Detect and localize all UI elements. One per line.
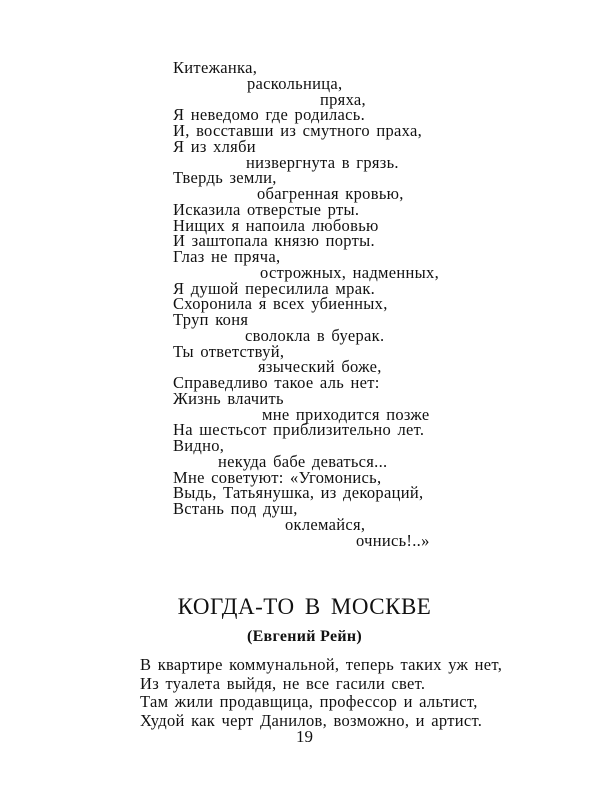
poem-line: Выдь, Татьянушка, из декораций, bbox=[173, 483, 424, 503]
poem-line: Худой как черт Данилов, возможно, и артист. bbox=[140, 710, 483, 730]
poem-line: Из туалета выйдя, не все гасили свет. bbox=[140, 673, 426, 693]
poem-line: языческий боже, bbox=[258, 357, 382, 377]
poem-line: Я неведомо где родилась. bbox=[173, 105, 366, 125]
poem-line: Видно, bbox=[173, 436, 225, 455]
poem-line: Нищих я напоила любовью bbox=[173, 215, 379, 235]
poem-line: Исказила отверстые рты. bbox=[173, 199, 360, 219]
poem-line: пряха, bbox=[320, 89, 366, 109]
poem-line: Схоронила я всех убиенных, bbox=[173, 294, 388, 314]
poem-author: (Евгений Рейн) bbox=[246, 628, 363, 645]
poem-line: некуда бабе деваться... bbox=[218, 451, 388, 471]
poem-line: Труп коня bbox=[173, 310, 249, 329]
poem-line: обагренная кровью, bbox=[257, 184, 404, 203]
poem-line: В квартире коммунальной, теперь таких уж нет, bbox=[140, 655, 503, 674]
poem-line: мне приходится позже bbox=[262, 404, 430, 424]
poem-line: низвергнута в грязь. bbox=[246, 152, 399, 172]
poem-line: Китежанка, bbox=[173, 58, 258, 77]
poem-line: Жизнь влачить bbox=[173, 388, 284, 408]
poem-line: Я из хляби bbox=[173, 136, 256, 156]
poem-line: раскольница, bbox=[247, 73, 343, 93]
poem-line: Ты ответствуй, bbox=[173, 341, 285, 361]
poem-line: Встань под душ, bbox=[173, 499, 298, 518]
poem-line: На шестьсот приблизительно лет. bbox=[173, 420, 425, 440]
poem-line: Мне советуют: «Угомонись, bbox=[173, 467, 382, 487]
poem-line: Твердь земли, bbox=[173, 168, 277, 188]
poem-line: очнись!..» bbox=[356, 530, 430, 550]
page-number: 19 bbox=[296, 727, 313, 746]
poem-line: Я душой пересилила мрак. bbox=[173, 278, 376, 298]
poem-line: оклемайся, bbox=[285, 514, 366, 534]
poem-line: Справедливо такое аль нет: bbox=[173, 373, 380, 392]
poem-line: острожных, надменных, bbox=[260, 262, 440, 282]
poem-line: И заштопала князю порты. bbox=[173, 231, 375, 251]
poem-line: И, восставши из смутного праха, bbox=[173, 121, 423, 140]
poem-line: Там жили продавщица, профессор и альтист, bbox=[140, 692, 478, 711]
poem-title: КОГДА-ТО В МОСКВЕ bbox=[177, 594, 432, 619]
poem-line: сволокла в буерак. bbox=[245, 325, 385, 345]
poem-line: Глаз не пряча, bbox=[173, 247, 281, 266]
